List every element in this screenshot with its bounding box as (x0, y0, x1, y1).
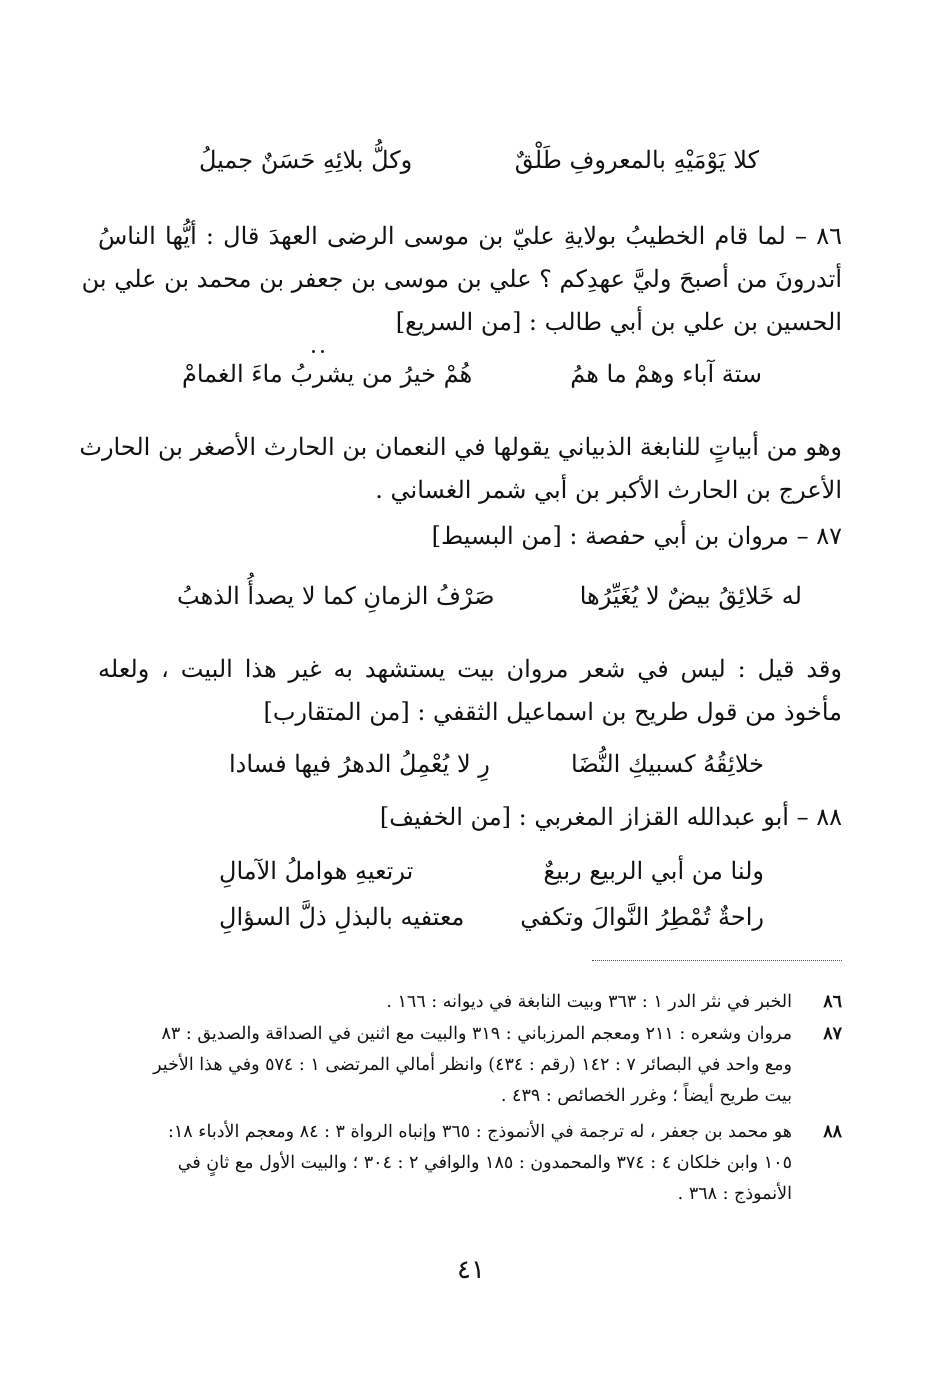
hemistich-left: صَرْفُ الزمانِ كما لا يصدأُ الذهبُ (177, 582, 495, 610)
footnote-separator (592, 960, 842, 961)
footnote-line: مروان وشعره : ٢١١ ومعجم المرزباني : ٣١٩ والبيت مع اثنين في الصداقة والصديق : ٨٣ (161, 1024, 792, 1044)
entry-88-verse-1 (219, 857, 764, 885)
entry-87-note-1: وقد قيل : ليس في شعر مروان بيت يستشهد به غير هذا البيت ، ولعله (98, 655, 842, 683)
footnote-number: ٨٨ (823, 1122, 842, 1142)
page-number: ٤١ (457, 1255, 485, 1285)
footnote-87 (98, 1024, 842, 1114)
entry-87-verse-2 (229, 750, 764, 778)
entry-87-heading: ٨٧ – مروان بن أبي حفصة : [من البسيط] (431, 522, 842, 550)
verse-top (199, 146, 759, 174)
entry-87-verse (177, 582, 802, 610)
entry-88-heading: ٨٨ – أبو عبدالله القزاز المغربي : [من الخفيف] (379, 803, 842, 831)
footnote-number: ٨٦ (823, 992, 842, 1012)
entry-86-note-1: وهو من أبياتٍ للنابغة الذبياني يقولها في النعمان بن الحارث الأصغر بن الحارث (79, 433, 842, 461)
entry-88-verse-2 (219, 903, 764, 931)
footnote-line: هو محمد بن جعفر ، له ترجمة في الأنموذج : ٣٦٥ وإنباه الرواة ٣ : ٨٤ ومعجم الأدباء ١٨: (168, 1122, 792, 1142)
footnote-number: ٨٧ (823, 1024, 842, 1044)
hemistich-left: معتفيه بالبذلِ ذلَّ السؤالِ (219, 903, 465, 931)
entry-86-line-1: ٨٦ – لما قام الخطيبُ بولايةِ عليّ بن موسى الرضى العهدَ قال : أيُّها الناسُ (98, 222, 842, 250)
footnote-line: الخبر في نثر الدر ١ : ٣٦٣ وبيت النابغة في ديوانه : ١٦٦ . (386, 992, 792, 1012)
entry-86-line-2: أتدرونَ من أصبحَ وليَّ عهدِكم ؟ علي بن موسى بن جعفر بن محمد بن علي بن (81, 265, 842, 293)
footnote-line: بيت طريح أيضاً ؛ وغرر الخصائص : ٤٣٩ . (500, 1086, 792, 1106)
hemistich-right: راحةٌ تُمْطِرُ النَّوالَ وتكفي (520, 903, 764, 931)
entry-86-note-2: الأعرج بن الحارث الأكبر بن أبي شمر الغساني . (375, 476, 842, 504)
hemistich-left: رِ لا يُعْمِلُ الدهرُ فيها فسادا (229, 750, 490, 778)
entry-86-verse (182, 360, 762, 388)
hemistich-right: له خَلائِقُ بيضٌ لا يُغَيِّرُها (579, 582, 802, 610)
hemistich-right: كلا يَوْمَيْهِ بالمعروفِ طَلْقٌ (514, 146, 759, 174)
entry-86-line-3: الحسين بن علي بن أبي طالب : [من السريع] (395, 308, 842, 336)
footnote-line: ومع واحد في البصائر ٧ : ١٤٢ (رقم : ٤٣٤) وانظر أمالي المرتضى ١ : ٥٧٤ وفي هذا الأخير (153, 1055, 792, 1075)
entry-87-note-2: مأخوذ من قول طريح بن اسماعيل الثقفي : [من المتقارب] (263, 698, 842, 726)
hemistich-right: ستة آباء وهمْ ما همُ (570, 360, 762, 388)
hemistich-right: خلائِقُهُ كسبيكِ النُّضَا (571, 750, 764, 778)
hemistich-left: ترتعيهِ هواملُ الآمالِ (219, 857, 414, 885)
footnote-line: الأنموذج : ٣٦٨ . (677, 1184, 792, 1204)
hemistich-right: ولنا من أبي الربيع ربيعٌ (543, 857, 764, 885)
hemistich-left: وكلُّ بلائِهِ حَسَنٌ جميلُ (199, 146, 413, 174)
footnote-88 (98, 1122, 842, 1212)
footnote-86 (98, 992, 842, 1022)
footnote-line: ١٠٥ وابن خلكان ٤ : ٣٧٤ والمحمدون : ١٨٥ والوافي ٢ : ٣٠٤ ؛ والبيت الأول مع ثانٍ في (177, 1153, 792, 1173)
hemistich-left: هُمْ خيرُ من يشربُ ماءَ الغمامْ (182, 360, 473, 388)
verse-mark (312, 350, 315, 353)
verse-mark (321, 350, 324, 353)
